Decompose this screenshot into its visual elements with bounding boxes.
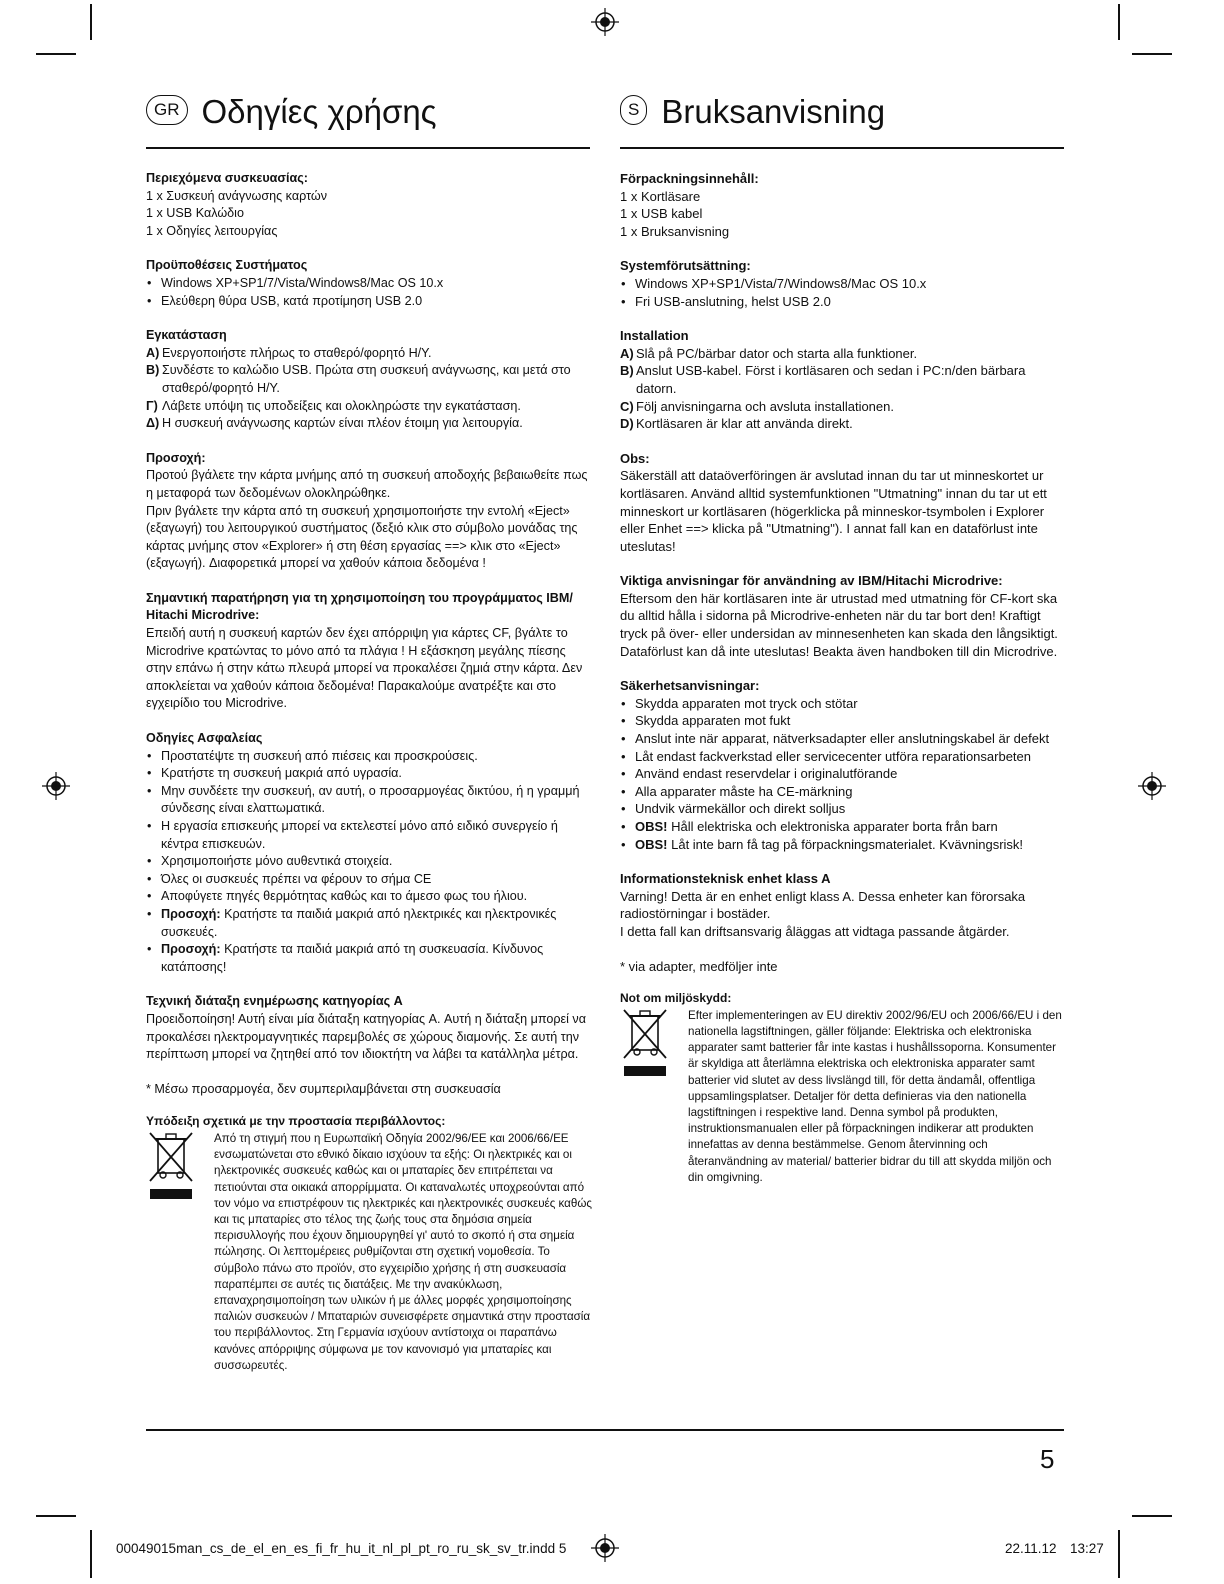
bold-prefix: Προσοχή:	[161, 906, 221, 921]
env-block	[146, 1131, 594, 1374]
step-text: Kortläsaren är klar att använda direkt.	[636, 416, 853, 432]
print-slug-filename: 00049015man_cs_de_el_en_es_fi_fr_hu_it_nl_pl_pt_ro_ru_sk_sv_tr.indd 5	[116, 1541, 567, 1556]
sv-obs-section	[620, 450, 1068, 556]
item-text: Κρατήστε τα παιδιά μακριά από τη συσκευασία. Κίνδυνος κατάποσης!	[161, 942, 544, 974]
registration-mark-icon	[1138, 772, 1166, 800]
list-item	[620, 818, 1068, 836]
section-heading: Υπόδειξη σχετικά με την προστασία περιβάλλοντος:	[146, 1114, 446, 1129]
paragraph: Eftersom den här kortläsaren inte är utrustad med utmatning för CF-kort ska du alltid hålla i sidorna på Microdrive-enheten när du tar bort den! Kraftigt tryck på över- eller undersidan av minnesenheten kan skada den långsiktigt. Dataförlust kan då inte uteslutas! Beakta även handboken till din Microdrive.	[620, 590, 1058, 659]
env-block	[620, 1008, 1068, 1186]
sv-microdrive-section	[620, 572, 1068, 660]
step-key: B)	[620, 363, 634, 379]
step-text: Συνδέστε το καλώδιο USB. Πρώτα στη συσκευή ανάγνωσης, και μετά στο σταθερό/φορητό Η/Υ.	[162, 363, 571, 395]
header-rule	[620, 147, 1064, 149]
list-item	[620, 415, 1068, 433]
step-text: Λάβετε υπόψη τις υποδείξεις και ολοκληρώστε την εγκατάσταση.	[162, 398, 521, 413]
swedish-column	[620, 170, 1068, 1203]
list-item	[146, 765, 594, 783]
section-heading: Προϋποθέσεις Συστήματος	[146, 258, 308, 273]
item-text: Χρησιμοποιήστε μόνο αυθεντικά στοιχεία.	[161, 854, 393, 869]
bold-prefix: OBS!	[635, 819, 668, 834]
sv-footnote	[620, 958, 1068, 976]
section-heading: Säkerhetsanvisningar:	[620, 678, 760, 694]
list-item: • Ελεύθερη θύρα USB, κατά προτίμηση USB 2.0	[146, 293, 594, 311]
print-slug-time: 13:27	[1070, 1541, 1104, 1556]
sv-install-section	[620, 327, 1068, 433]
bold-prefix: OBS!	[635, 836, 668, 852]
list-item	[146, 818, 594, 853]
step-key: Γ)	[146, 398, 158, 413]
sv-env-section	[620, 990, 1068, 1186]
crop-mark	[1118, 1530, 1120, 1578]
gr-safety-section	[146, 730, 594, 976]
list-item	[620, 345, 1068, 363]
item-text: Håll elektriska och elektroniska apparater borta från barn	[667, 819, 998, 834]
gr-microdrive-section	[146, 590, 594, 713]
item-text: Låt inte barn få tag på förpackningsmaterialet. Kvävningsrisk!	[667, 836, 1024, 852]
gr-class-a-section	[146, 993, 594, 1063]
step-key: D)	[620, 416, 634, 432]
footnote-text: * Μέσω προσαρμογέα, δεν συμπεριλαμβάνεται στη συσκευασία	[146, 1081, 501, 1096]
list-item: • Fri USB-anslutning, helst USB 2.0	[620, 293, 1068, 311]
swedish-title: S Bruksanvisning	[620, 92, 885, 132]
paragraph: Πριν βγάλετε την κάρτα από τη συσκευή χρησιμοποιήστε την εντολή «Eject» (εξαγωγή) του λειτουργικού συστήματος (δεξιό κλικ στο σύμβολο μονάδας της κάρτας μνήμης στον «Explorer» ή στη θέση εργασίας ==> κλικ στο «Eject» (εξαγωγή). Διαφορετικά μπορεί να χαθούν κάποια δεδομένα !	[146, 503, 578, 571]
gr-footnote	[146, 1081, 594, 1099]
section-heading: Τεχνική διάταξη ενημέρωσης κατηγορίας A	[146, 994, 403, 1009]
item-text: Προστατέψτε τη συσκευή από πιέσεις και προσκρούσεις.	[161, 748, 478, 763]
list-item	[146, 906, 594, 941]
list-item	[620, 362, 1068, 397]
registration-mark-icon	[591, 1534, 619, 1562]
registration-mark-icon	[42, 772, 70, 800]
item-text: Όλες οι συσκευές πρέπει να φέρουν το σήμα CE	[161, 871, 432, 886]
gr-package-section	[146, 170, 594, 240]
crop-mark	[1118, 4, 1120, 40]
bold-prefix: Προσοχή:	[161, 942, 221, 957]
list-item	[620, 800, 1068, 818]
env-text: Από τη στιγμή που η Ευρωπαϊκή Οδηγία 2002/96/ΕΕ και 2006/66/ΕΕ ενσωματώνεται στο εθνικό δίκαιο ισχύουν τα εξής: Οι ηλεκτρικές και οι ηλεκτρονικές συσκευές καθώς και οι μπαταρίες δεν επιτρέπεται να πετιούνται στα οικιακά απορρίμματα. Οι καταναλωτές υποχρεούνται από τον νόμο να επιστρέφουν τις ηλεκτρικές και ηλεκτρονικές συσκευές καθώς και τις μπαταρίες στο τέλος της ζωής τους στα δημόσια σημεία περισυλλογής που έχουν δημιουργηθεί γι' αυτό το σκοπό ή στα σημεία πώλησης. Οι λεπτομέρειες ρυθμίζονται στη σχετική νομοθεσία. Το σύμβολο πάνω στο προϊόν, στο εγχειρίδιο χρήσης ή στη συσκευασία παραπέμπει σε αυτές τις διατάξεις. Με την ανακύκλωση, επαναχρησιμοποίηση των υλικών ή με άλλες μορφές χρησιμοποίησης παλιών συσκευών / Μπαταριών συνεισφέρετε σημαντικά στην προστασία του περιβάλλοντος. Στη Γερμανία ισχύουν αντίστοιχα οι παραπάνω κανόνες απόρριψης σύμφωνα με τον κανονισμό για μπαταρίες και συσσωρευτές.	[214, 1131, 592, 1372]
section-heading: Förpackningsinnehåll:	[620, 171, 759, 186]
item-text: Undvik värmekällor och direkt solljus	[635, 801, 846, 817]
section-heading: Σημαντική παρατήρηση για τη χρησιμοποίηση του προγράμματος IBM/ Hitachi Microdrive:	[146, 590, 573, 623]
section-heading: Obs:	[620, 450, 650, 466]
list-item	[620, 695, 1068, 713]
item-text: Η εργασία επισκευής μπορεί να εκτελεστεί μόνο από ειδικό συνεργείο ή κέντρα επισκευών.	[161, 819, 558, 851]
step-text: Följ anvisningarna och avsluta installationen.	[636, 398, 894, 414]
step-key: Δ)	[146, 416, 160, 431]
item-text: Alla apparater måste ha CE-märkning	[635, 783, 853, 799]
list-item	[620, 730, 1068, 748]
item-text: Anslut inte när apparat, nätverksadapter eller anslutningskabel är defekt	[635, 731, 1050, 747]
paragraph: I detta fall kan driftsansvarig åläggas att vidtaga passande åtgärder.	[620, 923, 1010, 939]
list-item	[620, 783, 1068, 801]
page-number: 5	[1040, 1444, 1055, 1474]
weee-bin-icon	[620, 1008, 678, 1186]
section-heading: Προσοχή:	[146, 450, 206, 465]
list-item	[146, 345, 594, 363]
print-slug-date: 22.11.12	[1005, 1541, 1057, 1556]
paragraph: Προτού βγάλετε την κάρτα μνήμης από τη συσκευή αποδοχής βεβαιωθείτε πως η μεταφορά των δεδομένων ολοκληρώθηκε.	[146, 468, 588, 500]
section-heading: Systemförutsättning:	[620, 258, 751, 274]
step-text: Anslut USB-kabel. Först i kortläsaren och sedan i PC:n/den bärbara datorn.	[636, 363, 1026, 396]
crop-mark	[36, 1515, 76, 1517]
env-text: Efter implementeringen av EU direktiv 2002/96/EU och 2006/66/EU i den nationella lagstiftningen, gäller följande: Elektriska och elektroniska apparater samt batterier får inte kastas i hushållssoporna. Konsumenter är skyldiga att återlämna elektriska och elektroniska apparater samt batterier vid slutet av dess livslängd till, för detta ändamål, offentliga uppsamlingsplatser. Detaljer för detta definieras via den nationella lagstiftningen i respektive land. Denna symbol på produkten, instruktionsmanualen eller på förpackningen indikerar att produkten innefattas av denna bestämmelse. Genom återvinning och återanvändning av material/ batterier bidrar du till att skydda miljön och din omgivning.	[688, 1008, 1062, 1184]
paragraph: Προειδοποίηση! Αυτή είναι μία διάταξη κατηγορίας A. Αυτή η διάταξη μπορεί να προκαλέσει ηλεκτρομαγνητικές παρεμβολές σε χώρους διαμονής. Σε αυτή την περίπτωση μπορεί να ζητηθεί από τον ιδιοκτήτη να λάβει τα κατάλληλα μέτρα.	[146, 1011, 587, 1062]
crop-mark	[90, 4, 92, 40]
section-heading: Viktiga anvisningar för användning av IBM/Hitachi Microdrive:	[620, 573, 1003, 589]
item-text: Αποφύγετε πηγές θερμότητας καθώς και το άμεσο φως του ήλιου.	[161, 889, 528, 904]
list-item	[146, 415, 594, 433]
greek-title: GR Οδηγίες χρήσης	[146, 92, 437, 132]
weee-bin-icon	[146, 1131, 204, 1374]
item-text: Låt endast fackverkstad eller servicecenter utföra reparationsarbeten	[635, 748, 1031, 764]
step-key: C)	[620, 398, 634, 414]
step-text: Slå på PC/bärbar dator och starta alla funktioner.	[636, 345, 918, 361]
list-item	[620, 836, 1068, 854]
list-item	[146, 888, 594, 906]
footer-rule	[146, 1429, 1064, 1431]
section-heading: Informationsteknisk enhet klass A	[620, 871, 831, 887]
list-item	[620, 765, 1068, 783]
section-heading: Εγκατάσταση	[146, 328, 227, 343]
sv-safety-section	[620, 677, 1068, 853]
step-key: A)	[620, 345, 634, 361]
paragraph: Varning! Detta är en enhet enligt klass A. Dessa enheter kan förorsaka radiostörningar i bostäder.	[620, 888, 1026, 922]
language-badge-s: S	[620, 95, 647, 125]
section-heading: Installation	[620, 328, 689, 344]
list-item: 1 x Οδηγίες λειτουργίας	[146, 223, 278, 238]
section-heading: Περιεχόμενα συσκευασίας:	[146, 171, 308, 185]
list-item: • Windows XP+SP1/Vista/7/Windows8/Mac OS 10.x	[620, 275, 1068, 293]
paragraph: Säkerställ att dataöverföringen är avslutad innan du tar ut minneskortet ur kortläsaren. Använd alltid systemfunktionen "Utmatning" innan du tar ut ett minneskort ur kortläsaren (högerklicka på minneskor-tsymbolen i Explorer eller Enhet ==> klicka på "Utmatning"). I annat fall kan en dataförlust inte uteslutas!	[620, 468, 1047, 554]
list-item	[146, 871, 594, 889]
header-rule	[146, 147, 590, 149]
list-item	[146, 748, 594, 766]
step-key: Α)	[146, 345, 160, 360]
list-item	[146, 398, 594, 416]
list-item	[620, 398, 1068, 416]
gr-env-section	[146, 1113, 594, 1374]
item-text: Κρατήστε τα παιδιά μακριά από ηλεκτρικές και ηλεκτρονικές συσκευές.	[161, 906, 557, 939]
greek-column	[146, 170, 594, 1391]
list-item	[146, 853, 594, 871]
item-text: Κρατήστε τη συσκευή μακριά από υγρασία.	[161, 766, 402, 781]
item-text: Använd endast reservdelar i originalutförande	[635, 766, 898, 782]
item-text: Skydda apparaten mot tryck och stötar	[635, 695, 858, 711]
item-text: Μην συνδέετε την συσκευή, αν αυτή, ο προσαρμογέας δικτύου, ή η γραμμή σύνδεσης είναι ελαττωματικά.	[161, 783, 580, 816]
crop-mark	[1132, 53, 1172, 55]
item-text: Skydda apparaten mot fukt	[635, 713, 791, 729]
crop-mark	[1132, 1515, 1172, 1517]
sv-package-section	[620, 170, 1068, 240]
language-badge-gr: GR	[146, 95, 188, 125]
list-item: 1 x Bruksanvisning	[620, 223, 730, 239]
list-item	[620, 712, 1068, 730]
gr-requirements-section	[146, 257, 594, 310]
sv-requirements-section	[620, 257, 1068, 310]
section-heading: Οδηγίες Ασφαλείας	[146, 731, 263, 746]
gr-install-section	[146, 327, 594, 433]
gr-caution-section	[146, 450, 594, 573]
list-item: 1 x USB kabel	[620, 206, 703, 222]
list-item	[146, 783, 594, 818]
list-item: • Windows XP+SP1/7/Vista/Windows8/Mac OS 10.x	[146, 275, 594, 293]
sv-class-a-section	[620, 870, 1068, 940]
section-heading: Not om miljöskydd:	[620, 991, 732, 1006]
crop-mark	[36, 53, 76, 55]
list-item: 1 x USB Καλώδιο	[146, 206, 244, 221]
list-item	[146, 941, 594, 976]
footnote-text: * via adapter, medföljer inte	[620, 958, 778, 974]
list-item	[620, 748, 1068, 766]
list-item: 1 x Συσκευή ανάγνωσης καρτών	[146, 188, 328, 203]
step-text: Ενεργοποιήστε πλήρως το σταθερό/φορητό Η/Υ.	[162, 345, 432, 360]
paragraph: Επειδή αυτή η συσκευή καρτών δεν έχει απόρριψη για κάρτες CF, βγάλτε το Microdrive κρατώντας το μόνο από τα πλάγια ! Η εξάσκηση μεγάλης πίεσης στην επάνω ή στην κάτω πλευρά μπορεί να προκαλέσει ζημιά στην κάρτα. Δεν αποκλείεται να χαθούν κάποια δεδομένα! Παρακαλούμε ανατρέξτε και στο εγχειρίδιο του Microdrive.	[146, 626, 583, 711]
crop-mark	[90, 1530, 92, 1578]
step-key: Β)	[146, 363, 160, 378]
list-item: 1 x Kortläsare	[620, 188, 701, 204]
list-item	[146, 362, 594, 397]
registration-mark-icon	[591, 8, 619, 36]
step-text: Η συσκευή ανάγνωσης καρτών είναι πλέον έτοιμη για λειτουργία.	[162, 416, 523, 431]
